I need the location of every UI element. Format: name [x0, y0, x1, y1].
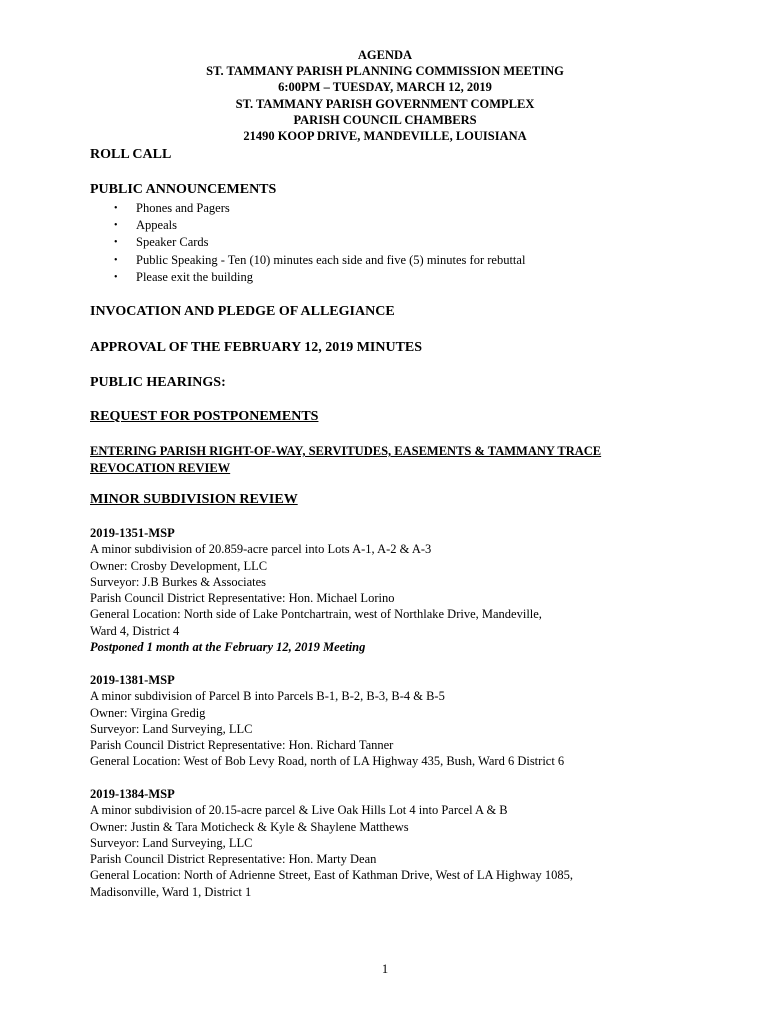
item-owner: Owner: Crosby Development, LLC [90, 558, 268, 573]
header-meeting-name: ST. TAMMANY PARISH PLANNING COMMISSION MEETING [206, 64, 564, 79]
item-representative: Parish Council District Representative: Hon. Michael Lorino [90, 591, 395, 606]
list-item: • Phones and Pagers [90, 200, 525, 217]
item-location: General Location: North side of Lake Pontchartrain, west of Northlake Drive, Mandeville, [90, 607, 542, 622]
item-location-cont: Madisonville, Ward 1, District 1 [90, 884, 252, 899]
item-location-cont: Ward 4, District 4 [90, 623, 180, 638]
bullet-icon: • [114, 254, 118, 266]
header-address: 21490 KOOP DRIVE, MANDEVILLE, LOUISIANA [243, 129, 527, 144]
page-number: 1 [381, 962, 389, 976]
case-number: 2019-1384-MSP [90, 787, 175, 801]
header-title: AGENDA [357, 48, 413, 62]
bullet-icon: • [114, 237, 118, 249]
item-surveyor: Surveyor: Land Surveying, LLC [90, 835, 253, 850]
item-description: A minor subdivision of 20.859-acre parcel into Lots A-1, A-2 & A-3 [90, 542, 432, 557]
item-postponed-note: Postponed 1 month at the February 12, 2019 Meeting [90, 640, 366, 655]
item-description: A minor subdivision of 20.15-acre parcel & Live Oak Hills Lot 4 into Parcel A & B [90, 803, 508, 818]
list-item: • Please exit the building [90, 269, 525, 286]
item-surveyor: Surveyor: Land Surveying, LLC [90, 721, 253, 736]
item-location: General Location: West of Bob Levy Road, north of LA Highway 435, Bush, Ward 6 District 6 [90, 754, 565, 769]
agenda-header [0, 47, 770, 144]
public-announcements-heading: PUBLIC ANNOUNCEMENTS [90, 182, 277, 197]
agenda-item [90, 672, 564, 770]
invocation-heading: INVOCATION AND PLEDGE OF ALLEGIANCE [90, 304, 395, 319]
list-item: • Speaker Cards [90, 234, 525, 251]
bullet-icon: • [114, 271, 118, 283]
agenda-item [90, 525, 542, 655]
roll-call-heading: ROLL CALL [90, 147, 172, 162]
minor-subdivision-heading: MINOR SUBDIVISION REVIEW [90, 492, 298, 507]
case-number: 2019-1351-MSP [90, 526, 175, 540]
right-of-way-heading: ENTERING PARISH RIGHT-OF-WAY, SERVITUDES, EASEMENTS & TAMMANY TRACE REVOCATION REVIEW [90, 444, 602, 475]
public-hearings-heading: PUBLIC HEARINGS: [90, 375, 226, 390]
list-item: • Public Speaking - Ten (10) minutes each side and five (5) minutes for rebuttal [90, 252, 525, 269]
item-surveyor: Surveyor: J.B Burkes & Associates [90, 574, 267, 589]
header-date-time: 6:00PM – TUESDAY, MARCH 12, 2019 [278, 80, 492, 95]
item-location: General Location: North of Adrienne Street, East of Kathman Drive, West of LA Highway 1085, [90, 868, 574, 883]
agenda-item [90, 786, 573, 900]
item-owner: Owner: Virgina Gredig [90, 705, 206, 720]
bullet-icon: • [114, 220, 118, 232]
item-representative: Parish Council District Representative: Hon. Marty Dean [90, 852, 377, 867]
postponements-heading: REQUEST FOR POSTPONEMENTS [90, 409, 319, 424]
announcements-list [90, 200, 525, 286]
bullet-icon: • [114, 203, 118, 214]
approval-minutes-heading: APPROVAL OF THE FEBRUARY 12, 2019 MINUTES [90, 340, 423, 355]
item-description: A minor subdivision of Parcel B into Parcels B-1, B-2, B-3, B-4 & B-5 [90, 689, 445, 704]
item-representative: Parish Council District Representative: Hon. Richard Tanner [90, 738, 394, 753]
header-room: PARISH COUNCIL CHAMBERS [293, 112, 477, 127]
header-venue: ST. TAMMANY PARISH GOVERNMENT COMPLEX [235, 96, 535, 111]
case-number: 2019-1381-MSP [90, 673, 175, 687]
item-owner: Owner: Justin & Tara Moticheck & Kyle & Shaylene Matthews [90, 819, 409, 834]
list-item: • Appeals [90, 217, 525, 234]
